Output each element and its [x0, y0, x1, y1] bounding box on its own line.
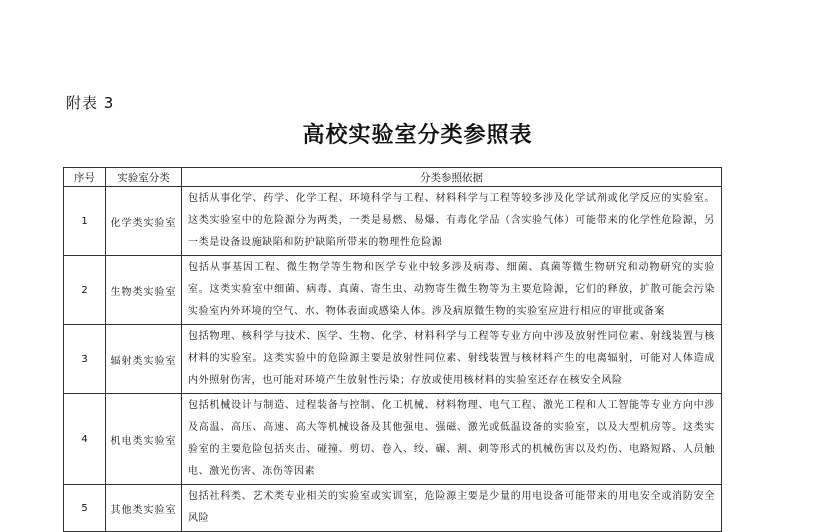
row-basis: 包括物理、核科学与技术、医学、生物、化学、材料科学与工程等专业方向中涉及放射性同位素、射线装置与核材料的实验室。这类实验中的危险源主要是放射性同位素、射线装置与核材料产生的电离辐射，可能对人体造成内外照射伤害，也可能对环境产生放射性污染；存放或使用核材料的实验室还存在核安全风险: [182, 325, 722, 394]
header-basis: 分类参照依据: [182, 168, 722, 187]
row-num: 1: [64, 187, 106, 256]
table-row: [64, 485, 722, 532]
table-row: [64, 325, 722, 394]
row-category: 机电类实验室: [106, 394, 182, 485]
row-basis: 包括社科类、艺术类专业相关的实验室或实训室，危险源主要是少量的用电设备可能带来的用电安全或消防安全风险: [182, 485, 722, 532]
row-basis: 包括机械设计与制造、过程装备与控制、化工机械、材料物理、电气工程、激光工程和人工智能等专业方向中涉及高温、高压、高速、高大等机械设备及其他强电、强磁、激光或低温设备的实验室，以及大型机房等。这类实验室的主要危险包括夹击、碰撞、剪切、卷入、绞、碾、割、刺等形式的机械伤害以及灼伤、电路短路、人员触电、激光伤害、冻伤等因素: [182, 394, 722, 485]
table-row: [64, 394, 722, 485]
row-num: 4: [64, 394, 106, 485]
table-header-row: [64, 168, 722, 187]
row-basis: 包括从事化学、药学、化学工程、环境科学与工程、材料科学与工程等较多涉及化学试剂或化学反应的实验室。这类实验室中的危险源分为两类，一类是易燃、易爆、有毒化学品（含实验气体）可能带来的化学性危险源，另一类是设备设施缺陷和防护缺陷所带来的物理性危险源: [182, 187, 722, 256]
table-row: [64, 256, 722, 325]
row-category: 生物类实验室: [106, 256, 182, 325]
table-row: [64, 187, 722, 256]
row-num: 5: [64, 485, 106, 532]
row-category: 辐射类实验室: [106, 325, 182, 394]
row-basis: 包括从事基因工程、微生物学等生物和医学专业中较多涉及病毒、细菌、真菌等微生物研究和动物研究的实验室。这类实验室中细菌、病毒、真菌、寄生虫、动物寄生微生物等为主要危险源，它们的释放，扩散可能会污染实验室内外环境的空气、水、物体表面或感染人体。涉及病原微生物的实验室应进行相应的审批或备案: [182, 256, 722, 325]
row-category: 其他类实验室: [106, 485, 182, 532]
row-category: 化学类实验室: [106, 187, 182, 256]
row-num: 2: [64, 256, 106, 325]
document-title: 高校实验室分类参照表: [302, 122, 533, 148]
header-num: 序号: [64, 168, 106, 187]
classification-table: [63, 167, 722, 532]
appendix-label: 附表 3: [66, 94, 115, 112]
header-category: 实验室分类: [106, 168, 182, 187]
row-num: 3: [64, 325, 106, 394]
